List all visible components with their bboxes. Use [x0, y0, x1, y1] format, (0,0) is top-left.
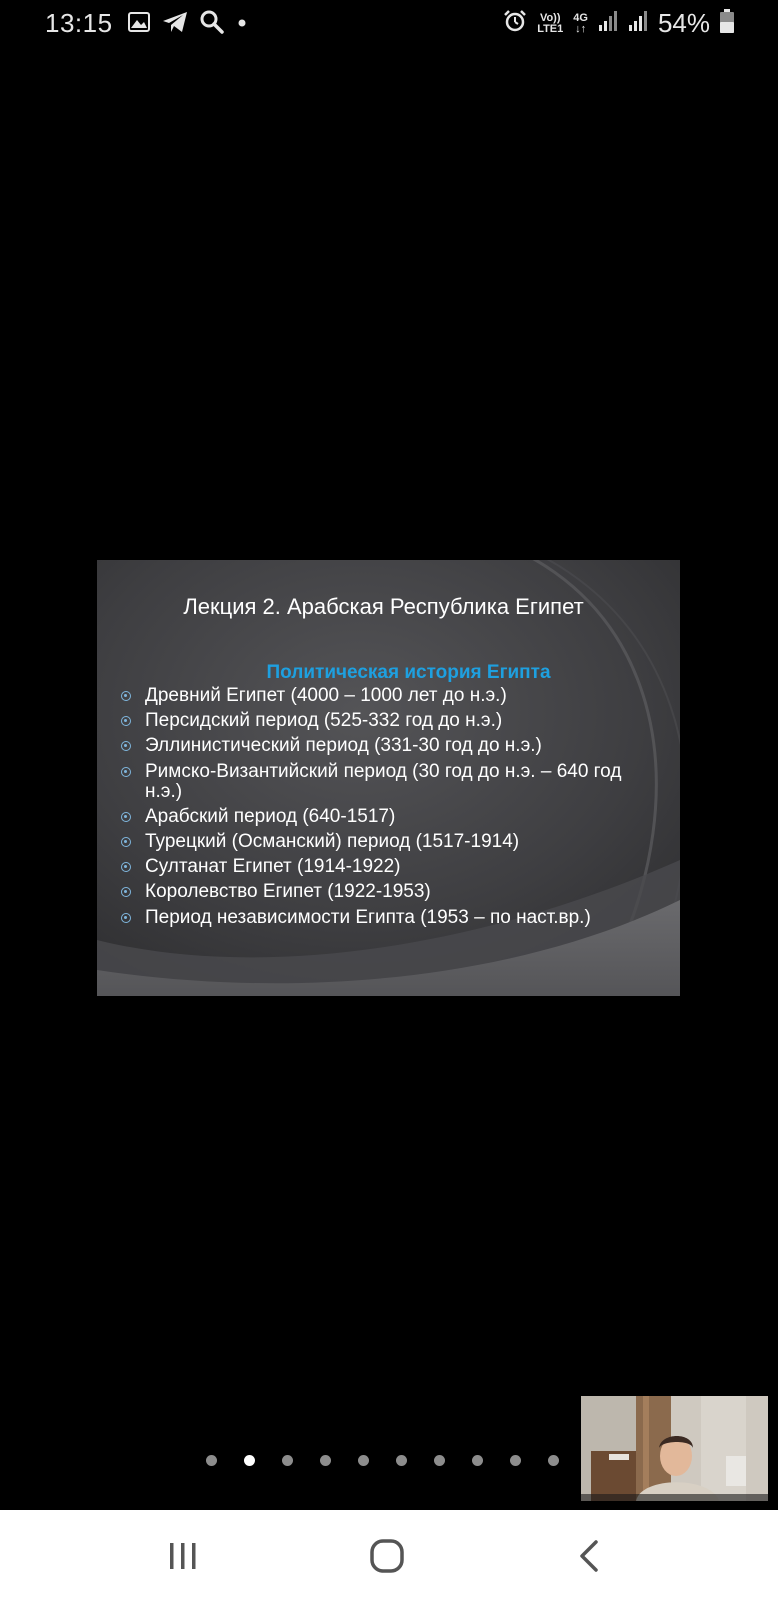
volte-label-bottom: LTE1: [537, 22, 564, 35]
network-label: 4G: [573, 11, 588, 24]
presentation-slide[interactable]: [97, 560, 680, 996]
search-icon: [200, 10, 224, 39]
bullet-text: Королевство Египет (1922-1953): [145, 881, 431, 903]
slide-bullet-item: [121, 908, 661, 928]
page-dot[interactable]: [320, 1455, 358, 1467]
status-bar: [0, 0, 778, 48]
bullet-text: Султанат Египет (1914-1922): [145, 856, 401, 878]
slide-bullet-item: [121, 686, 661, 706]
page-dot-active[interactable]: [244, 1455, 282, 1467]
signal-icon-2: [628, 10, 648, 37]
bullet-text: Римско-Византийский период (30 год до н.э. – 640 год н.э.): [145, 760, 622, 802]
slide-bullet-item: [121, 762, 661, 802]
slide-bullet-item: [121, 807, 661, 827]
battery-icon: [720, 9, 734, 38]
slide-bullet-list: [121, 686, 661, 933]
volte-label-top: Vo)): [539, 11, 561, 24]
slide-bullet-item: [121, 711, 661, 731]
page-dot[interactable]: [282, 1455, 320, 1467]
bullet-icon: [121, 691, 131, 701]
presenter-video-thumbnail[interactable]: [581, 1396, 768, 1501]
page-dot[interactable]: [510, 1455, 548, 1467]
bullet-text: Эллинистический период (331-30 год до н.э.): [145, 735, 542, 757]
bullet-text: Персидский период (525-332 год до н.э.): [145, 710, 503, 732]
bullet-text: Период независимости Египта (1953 – по наст.вр.): [145, 906, 591, 928]
slide-bullet-item: [121, 882, 661, 902]
bullet-text: Арабский период (640-1517): [145, 805, 396, 827]
bullet-icon: [121, 837, 131, 847]
recents-button[interactable]: [158, 1534, 208, 1578]
back-button[interactable]: [564, 1534, 614, 1578]
battery-percent: 54%: [657, 8, 710, 38]
page-dot[interactable]: [472, 1455, 510, 1467]
bullet-icon: [121, 887, 131, 897]
bullet-icon: [121, 812, 131, 822]
alarm-icon: [503, 9, 527, 38]
bullet-icon: [121, 913, 131, 923]
volte-indicator: [537, 13, 563, 35]
bullet-icon: [121, 741, 131, 751]
bullet-text: Древний Египет (4000 – 1000 лет до н.э.): [145, 685, 507, 706]
recents-icon: [166, 1541, 200, 1571]
slide-title: Лекция 2. Арабская Республика Египет: [183, 594, 584, 619]
network-indicator: [573, 13, 588, 35]
slide-subtitle: Политическая история Египта: [266, 662, 551, 683]
bullet-text: Турецкий (Османский) период (1517-1914): [145, 830, 520, 852]
status-time: 13:15: [45, 8, 113, 38]
navigation-bar: [0, 1510, 778, 1600]
back-icon: [577, 1539, 601, 1573]
image-icon: [128, 12, 150, 37]
slide-bullet-item: [121, 832, 661, 852]
data-arrows-icon: ↓↑: [575, 22, 587, 35]
slide-bullet-item: [121, 736, 661, 756]
page-dot[interactable]: [358, 1455, 396, 1467]
page-indicator: [206, 1455, 586, 1467]
telegram-icon: [162, 11, 188, 38]
dot-icon: [236, 16, 248, 34]
bullet-icon: [121, 716, 131, 726]
slide-bullet-item: [121, 857, 661, 877]
presenter-video-frame: [581, 1396, 768, 1501]
page-dot[interactable]: [434, 1455, 472, 1467]
home-icon: [369, 1538, 405, 1574]
bullet-icon: [121, 767, 131, 777]
status-system-icons: [503, 8, 734, 39]
bullet-icon: [121, 862, 131, 872]
home-button[interactable]: [362, 1534, 412, 1578]
signal-icon-1: [598, 10, 618, 37]
page-dot[interactable]: [396, 1455, 434, 1467]
page-dot[interactable]: [206, 1455, 244, 1467]
status-notification-icons: [128, 10, 248, 39]
